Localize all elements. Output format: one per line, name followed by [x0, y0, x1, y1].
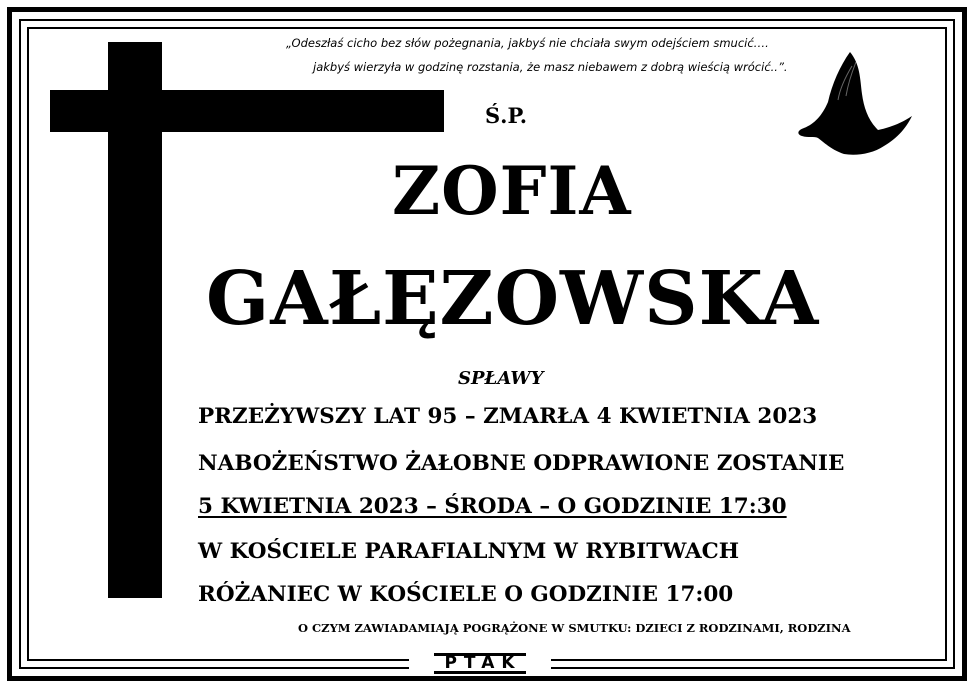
detail-rosary: RÓŻANIEC W KOŚCIELE O GODZINIE 17:00 [198, 582, 734, 607]
detail-church: W KOŚCIELE PARAFIALNYM W RYBITWACH [198, 539, 740, 564]
quote-line-2: jakbyś wierzyła w godzinę rozstania, że masz niebawem z dobrą wieścią wrócić..”. [313, 60, 788, 74]
deceased-first-name: ZOFIA [392, 152, 632, 230]
quote-line-1: „Odeszłaś cicho bez słów pożegnania, jakbyś nie chciała swym odejściem smucić…. [286, 36, 769, 50]
notification-footer: O CZYM ZAWIADAMIAJĄ POGRĄŻONE W SMUTKU: DZIECI Z RODZINAMI, RODZINA [298, 621, 851, 635]
dove-icon [792, 46, 918, 166]
detail-age-death: PRZEŻYWSZY LAT 95 – ZMARŁA 4 KWIETNIA 2023 [198, 404, 818, 429]
cross-horizontal-beam [50, 90, 444, 132]
deceased-last-name: GAŁĘZOWSKA [206, 256, 820, 342]
brand-name: PTAK [434, 653, 525, 674]
deceased-place: SPŁAWY [458, 368, 544, 389]
brand-logo [409, 652, 551, 675]
honorific: Ś.P. [485, 103, 528, 128]
detail-service-date: 5 KWIETNIA 2023 – ŚRODA – O GODZINIE 17:30 [198, 494, 787, 519]
detail-service: NABOŻEŃSTWO ŻAŁOBNE ODPRAWIONE ZOSTANIE [198, 451, 845, 476]
